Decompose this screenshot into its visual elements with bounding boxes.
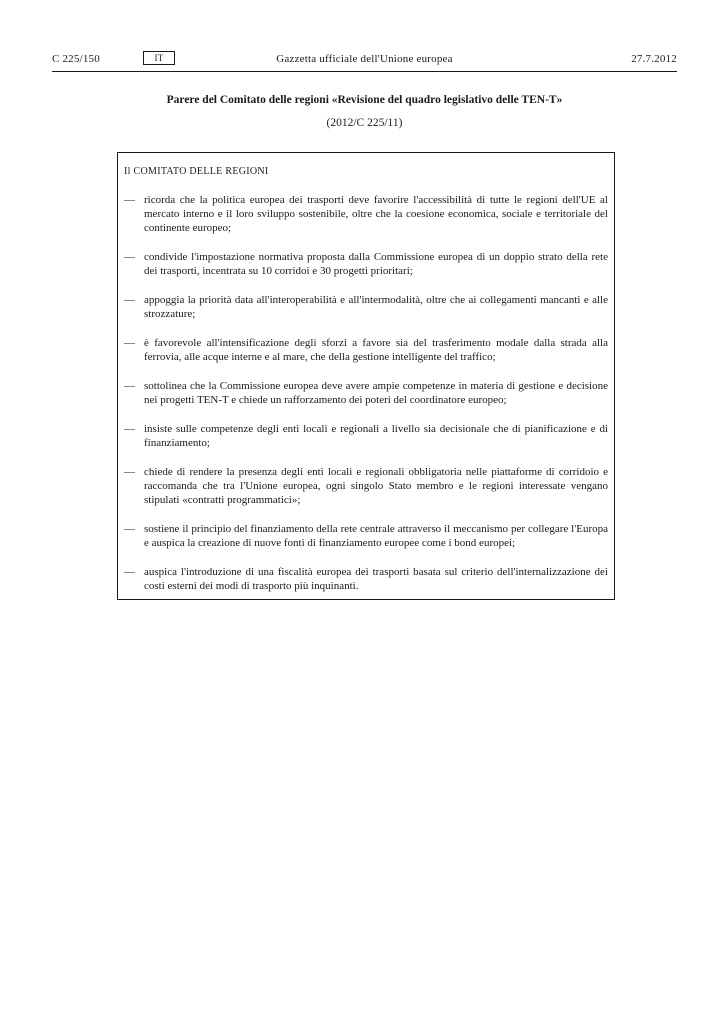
- list-item: [124, 193, 608, 235]
- list-item: [124, 422, 608, 450]
- list-item-text: chiede di rendere la presenza degli enti locali e regionali obbligatoria nelle piattaforme di corridoio e raccomanda che tra l'Unione europea, ogni singolo Stato membro e le regioni interessate vengano stipulati «contratti programmatici»;: [144, 466, 608, 506]
- publication-date: 27.7.2012: [631, 53, 677, 65]
- list-item: [124, 336, 608, 364]
- language-badge: IT: [143, 51, 175, 65]
- dash-bullet: —: [124, 380, 135, 392]
- dash-bullet: —: [124, 466, 135, 478]
- list-item-text: condivide l'impostazione normativa proposta dalla Commissione europea di un doppio strato della rete dei trasporti, incentrata su 10 corridoi e 30 progetti prioritari;: [144, 251, 608, 277]
- list-item-text: ricorda che la politica europea dei trasporti deve favorire l'accessibilità di tutte le regioni dell'UE al mercato interno e il loro sviluppo sostenibile, oltre che la coesione economica, sociale e territoriale del continente europeo;: [144, 194, 608, 234]
- summary-intro: Il COMITATO DELLE REGIONI: [124, 166, 269, 177]
- journal-reference: C 225/150: [52, 53, 100, 65]
- dash-bullet: —: [124, 251, 135, 263]
- summary-box: [117, 152, 615, 600]
- dash-bullet: —: [124, 423, 135, 435]
- list-item-text: auspica l'introduzione di una fiscalità europea dei trasporti basata sul criterio dell'internalizzazione dei costi esterni dei modi di trasporto più inquinanti.: [144, 566, 608, 592]
- header-rule: [52, 71, 677, 72]
- dash-bullet: —: [124, 194, 135, 206]
- list-item-text: sostiene il principio del finanziamento della rete centrale attraverso il meccanismo per collegare l'Europa e auspica la creazione di nuove fonti di finanziamento europee come i bond europei;: [144, 523, 608, 549]
- list-item: [124, 465, 608, 507]
- list-item-text: è favorevole all'intensificazione degli sforzi a favore sia del trasferimento modale dalla strada alla ferrovia, alle acque interne e al mare, che della gestione intelligente del traffico;: [144, 337, 608, 363]
- page-header: [52, 51, 677, 71]
- dash-bullet: —: [124, 523, 135, 535]
- summary-list: [124, 193, 608, 593]
- list-item: [124, 379, 608, 407]
- dash-bullet: —: [124, 337, 135, 349]
- list-item: [124, 522, 608, 550]
- dash-bullet: —: [124, 294, 135, 306]
- document-title: Parere del Comitato delle regioni «Revisione del quadro legislativo delle TEN-T»: [166, 94, 563, 106]
- list-item-text: insiste sulle competenze degli enti locali e regionali a livello sia decisionale che di pianificazione e di finanziamento;: [144, 423, 608, 449]
- list-item: [124, 293, 608, 321]
- list-item-text: appoggia la priorità data all'interoperabilità e all'intermodalità, oltre che ai collegamenti mancanti e alle strozzature;: [144, 294, 608, 320]
- list-item: [124, 565, 608, 593]
- document-reference: (2012/C 225/11): [326, 117, 403, 129]
- journal-title: Gazzetta ufficiale dell'Unione europea: [276, 53, 453, 65]
- dash-bullet: —: [124, 566, 135, 578]
- list-item-text: sottolinea che la Commissione europea deve avere ampie competenze in materia di gestione e decisione nei progetti TEN-T e chiede un rafforzamento dei poteri del coordinatore europeo;: [144, 380, 608, 406]
- list-item: [124, 250, 608, 278]
